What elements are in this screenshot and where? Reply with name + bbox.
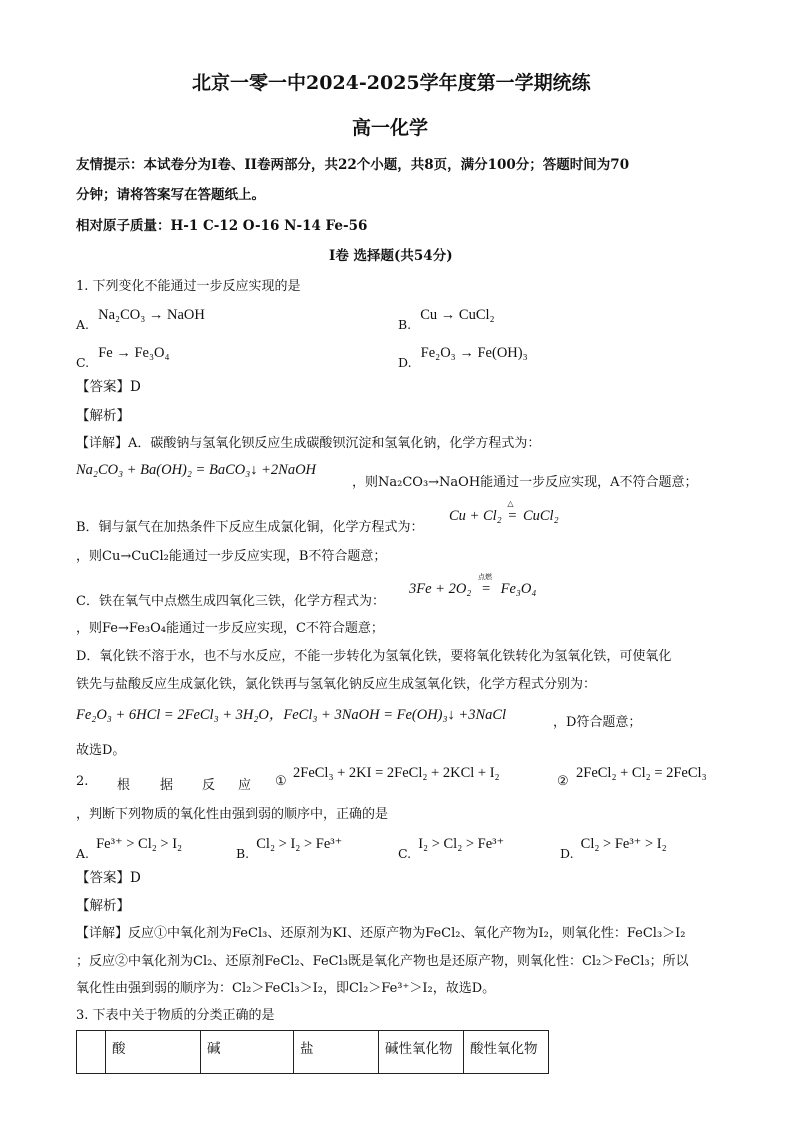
option-label: B. [236, 846, 250, 861]
option-label: C. [76, 355, 90, 370]
q2-stem-word: 2. [76, 774, 89, 789]
q2-eq1-mark: ① [275, 774, 287, 789]
q1-detail-b-tail: ，则Cu→CuCl₂能通过一步反应实现，B不符合题意； [76, 549, 387, 564]
q2-equation-2: 2FeCl₂ + Cl₂ = 2FeCl₃ [576, 765, 707, 781]
page-subtitle: 高一化学 [352, 117, 429, 139]
option-formula: Fe → Fe₃O₄ [98, 345, 170, 361]
q2-stem-word: 应 [238, 778, 252, 793]
option-formula: Cu → CuCl₂ [420, 307, 495, 323]
table-header-cell: 酸性氧化物 [464, 1031, 549, 1074]
table-header-cell: 酸 [106, 1031, 201, 1074]
q1-option-c [76, 342, 170, 370]
eq-right: CuCl₂ [522, 508, 559, 524]
notice-line-2: 分钟；请将答案写在答题纸上。 [76, 187, 265, 203]
q1-option-d [398, 342, 528, 370]
option-formula: Fe₂O₃ → Fe(OH)₃ [420, 345, 528, 361]
eq-left: Cu + Cl₂ [449, 508, 502, 524]
q2-detail-line3: 氧化性由强到弱的顺序为：Cl₂＞FeCl₃＞I₂，即Cl₂＞Fe³⁺＞I₂，故选D。 [76, 981, 496, 996]
q1-equation-a: Na₂CO₃ + Ba(OH)₂ = BaCO₃↓ +2NaOH [76, 462, 317, 478]
notice-line-1: 友情提示：本试卷分为I卷、II卷两部分，共22个小题，共8页，满分100分；答题时间为70 [76, 157, 630, 173]
atomic-mass-line: 相对原子质量：H-1 C-12 O-16 N-14 Fe-56 [76, 218, 368, 234]
q1-detail-c-tail: ，则Fe→Fe₃O₄能通过一步反应实现，C不符合题意； [76, 621, 384, 636]
option-label: A. [76, 846, 90, 861]
q2-stem-tail: ，判断下列物质的氧化性由强到弱的顺序中，正确的是 [76, 807, 389, 822]
option-formula: Cl₂ > Fe³⁺ > I₂ [580, 836, 667, 852]
q2-eq2-mark: ② [557, 774, 569, 789]
q1-detail-c: C．铁在氧气中点燃生成四氧化三铁，化学方程式为： [76, 594, 385, 609]
eq-left: 3Fe + 2O₂ [409, 581, 472, 597]
option-label: D. [560, 846, 574, 861]
eq-right: Fe₃O₄ [500, 581, 537, 597]
table-header-cell: 碱性氧化物 [379, 1031, 464, 1074]
heat-condition: △ = [507, 499, 518, 524]
q1-analysis-label: 【解析】 [76, 408, 130, 424]
q1-detail-b: B．铜与氯气在加热条件下反应生成氯化铜，化学方程式为： [76, 520, 424, 535]
table-header-cell: 盐 [294, 1031, 379, 1074]
q1-answer: 【答案】D [76, 379, 141, 395]
q2-stem-word: 反 [202, 778, 216, 793]
q2-stem-word: 据 [160, 778, 174, 793]
q2-option-b [236, 833, 343, 861]
option-label: A. [76, 317, 90, 332]
q2-stem-word: 根 [117, 778, 131, 793]
q2-detail-line2: ；反应②中氧化剂为Cl₂、还原剂FeCl₂、FeCl₃既是氧化产物也是还原产物，则氧化性：Cl₂＞FeCl₃；所以 [76, 954, 689, 969]
q1-detail-a: 【详解】A．碳酸钠与氢氧化钡反应生成碳酸钡沉淀和氢氧化钠，化学方程式为： [76, 436, 541, 451]
q2-option-a [76, 833, 183, 861]
q1-equation-d: Fe₂O₃ + 6HCl = 2FeCl₃ + 3H₂O，FeCl₃ + 3NaOH = Fe(OH)₃↓ +3NaCl [76, 707, 507, 723]
q1-detail-d-line1: D．氧化铁不溶于水，也不与水反应，不能一步转化为氢氧化铁，要将氧化铁转化为氢氧化铁，可使氧化 [76, 649, 672, 664]
section-heading: I卷 选择题(共54分) [329, 248, 453, 264]
q1-stem: 1. 下列变化不能通过一步反应实现的是 [76, 279, 301, 294]
q1-equation-a-tail: ，则Na₂CO₃→NaOH能通过一步反应实现，A不符合题意； [352, 475, 698, 490]
option-formula: Cl₂ > I₂ > Fe³⁺ [256, 836, 343, 852]
condition-mark: △ [507, 499, 514, 508]
q3-stem: 3. 下表中关于物质的分类正确的是 [76, 1008, 275, 1023]
condition-mark: 点燃 [477, 573, 492, 581]
q1-option-b [398, 304, 495, 332]
q1-option-a [76, 304, 205, 332]
option-formula: Fe³⁺ > Cl₂ > I₂ [96, 836, 183, 852]
q2-detail-line1: 【详解】反应①中氧化剂为FeCl₃、还原剂为KI、还原产物为FeCl₂、氧化产物为I₂，则氧化性：FeCl₃＞I₂ [76, 926, 686, 941]
q1-conclusion: 故选D。 [76, 743, 126, 758]
option-label: C. [398, 846, 412, 861]
q1-equation-d-tail: ，D符合题意； [553, 715, 642, 730]
table-header-cell: 碱 [201, 1031, 294, 1074]
q1-detail-d-line2: 铁先与盐酸反应生成氯化铁，氯化铁再与氢氧化钠反应生成氢氧化铁，化学方程式分别为： [76, 677, 597, 692]
option-label: D. [398, 355, 412, 370]
ignite-condition: 点燃 = [477, 573, 492, 597]
q2-analysis-label: 【解析】 [76, 898, 130, 914]
classification-table [76, 1030, 549, 1074]
q2-answer: 【答案】D [76, 870, 141, 886]
q1-equation-c [409, 573, 537, 598]
q1-equation-b [449, 499, 559, 525]
q2-option-c [398, 833, 505, 861]
q2-equation-1: 2FeCl₃ + 2KI = 2FeCl₂ + 2KCl + I₂ [293, 765, 500, 781]
page-title: 北京一零一中2024-2025学年度第一学期统练 [192, 72, 591, 94]
table-header-row [77, 1031, 549, 1074]
option-formula: Na₂CO₃ → NaOH [98, 307, 205, 323]
option-label: B. [398, 317, 412, 332]
option-formula: I₂ > Cl₂ > Fe³⁺ [418, 836, 505, 852]
q2-option-d [560, 833, 667, 861]
table-header-cell [77, 1031, 106, 1074]
